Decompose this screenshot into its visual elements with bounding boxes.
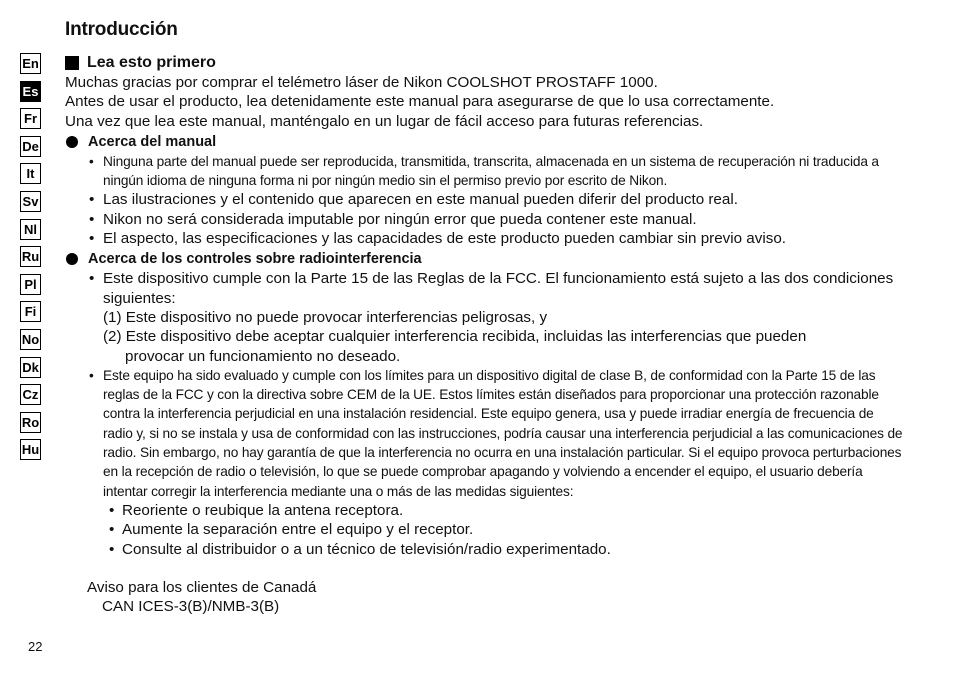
list-item: • Consulte al distribuidor o a un técnico de televisión/radio experimentado. xyxy=(122,540,905,559)
lang-tab-ru[interactable]: Ru xyxy=(20,246,41,267)
manual-heading xyxy=(65,132,905,152)
lang-tab-dk[interactable]: Dk xyxy=(20,357,41,378)
condition-item xyxy=(65,308,905,327)
list-item: • Este dispositivo cumple con la Parte 15 de las Reglas de la FCC. El funcionamiento está sujeto a las dos condiciones siguientes: xyxy=(103,269,905,308)
list-item: • Las ilustraciones y el contenido que aparecen en este manual pueden diferir del producto real. xyxy=(103,190,905,209)
circle-bullet-icon xyxy=(66,253,78,265)
canada-code: CAN ICES-3(B)/NMB-3(B) xyxy=(102,598,280,616)
lang-tab-ro[interactable]: Ro xyxy=(20,412,41,433)
lang-tab-es[interactable]: Es xyxy=(20,81,41,102)
intro-line: Antes de usar el producto, lea detenidamente este manual para asegurarse de que lo usa correctamente. xyxy=(65,93,775,111)
section-heading xyxy=(65,53,905,73)
condition-number: (1) xyxy=(103,308,122,326)
list-item: • Aumente la separación entre el equipo y el receptor. xyxy=(122,520,905,539)
radio-heading xyxy=(65,249,905,269)
condition-text-continued: provocar un funcionamiento no deseado. xyxy=(125,347,401,365)
radio-heading-text: Acerca de los controles sobre radiointerferencia xyxy=(88,251,422,268)
lang-tab-en[interactable]: En xyxy=(20,53,41,74)
lang-tab-nl[interactable]: Nl xyxy=(20,219,41,240)
lang-tab-cz[interactable]: Cz xyxy=(20,384,41,405)
list-item: • El aspecto, las especificaciones y las capacidades de este producto pueden cambiar sin previo aviso. xyxy=(103,229,905,248)
radio-list xyxy=(65,269,905,308)
condition-text: Este dispositivo no puede provocar interferencias peligrosas, y xyxy=(125,308,548,326)
canada-notice: Aviso para los clientes de Canadá xyxy=(87,578,317,596)
lang-tab-no[interactable]: No xyxy=(20,329,41,350)
manual-list xyxy=(65,152,905,248)
lang-tab-fr[interactable]: Fr xyxy=(20,108,41,129)
square-bullet-icon xyxy=(65,56,79,70)
radio-list-2 xyxy=(65,366,905,501)
intro-line: Muchas gracias por comprar el telémetro láser de Nikon COOLSHOT PROSTAFF 1000. xyxy=(65,74,658,91)
condition-item xyxy=(65,327,905,346)
list-item: • Reoriente o reubique la antena receptora. xyxy=(122,501,905,520)
lang-tab-de[interactable]: De xyxy=(20,136,41,157)
condition-text: Este dispositivo debe aceptar cualquier interferencia recibida, incluidas las interferencias que pueden xyxy=(125,328,807,346)
intro-line: Una vez que lea este manual, manténgalo en un lugar de fácil acceso para futuras referencias. xyxy=(65,112,704,130)
list-item: • Ninguna parte del manual puede ser reproducida, transmitida, transcrita, almacenada en un sistema de recuperación ni traducida a ningún idioma de ninguna forma ni por ningún medio sin el permiso previo por escrito de Nikon. xyxy=(103,152,905,191)
lang-tab-fi[interactable]: Fi xyxy=(20,301,41,322)
language-tabs xyxy=(20,53,43,467)
circle-bullet-icon xyxy=(66,136,78,148)
section-heading-text: Lea esto primero xyxy=(87,54,216,71)
condition-number: (2) xyxy=(103,328,122,346)
lang-tab-hu[interactable]: Hu xyxy=(20,439,41,460)
lang-tab-sv[interactable]: Sv xyxy=(20,191,41,212)
main-content xyxy=(65,53,905,616)
list-item: • Este equipo ha sido evaluado y cumple con los límites para un dispositivo digital de clase B, de conformidad con la Parte 15 de las reglas de la FCC y con la directiva sobre CEM de la UE. Estos límites están diseñados para proporcionar una protección razonable contra la interferencia perjudicial en una instalación residencial. Este equipo genera, usa y puede irradiar energía de frecuencia de radio y, si no se instala y usa de conformidad con las instrucciones, podría causar una interferencia perjudicial a las comunicaciones de radio. Sin embargo, no hay garantía de que la interferencia no ocurra en una instalación particular. Si el equipo provoca perturbaciones en la recepción de radio o televisión, lo que se puede comprobar apagando y volviendo a encender el equipo, el usuario debería intentar corregir la interferencia mediante una o más de las medidas siguientes: xyxy=(103,366,905,501)
measures-list xyxy=(65,501,905,559)
lang-tab-it[interactable]: It xyxy=(20,163,41,184)
page-title: Introducción xyxy=(65,19,178,40)
manual-heading-text: Acerca del manual xyxy=(88,133,217,150)
lang-tab-pl[interactable]: Pl xyxy=(20,274,41,295)
list-item: • Nikon no será considerada imputable por ningún error que pueda contener este manual. xyxy=(103,210,905,229)
page-number: 22 xyxy=(28,639,43,654)
